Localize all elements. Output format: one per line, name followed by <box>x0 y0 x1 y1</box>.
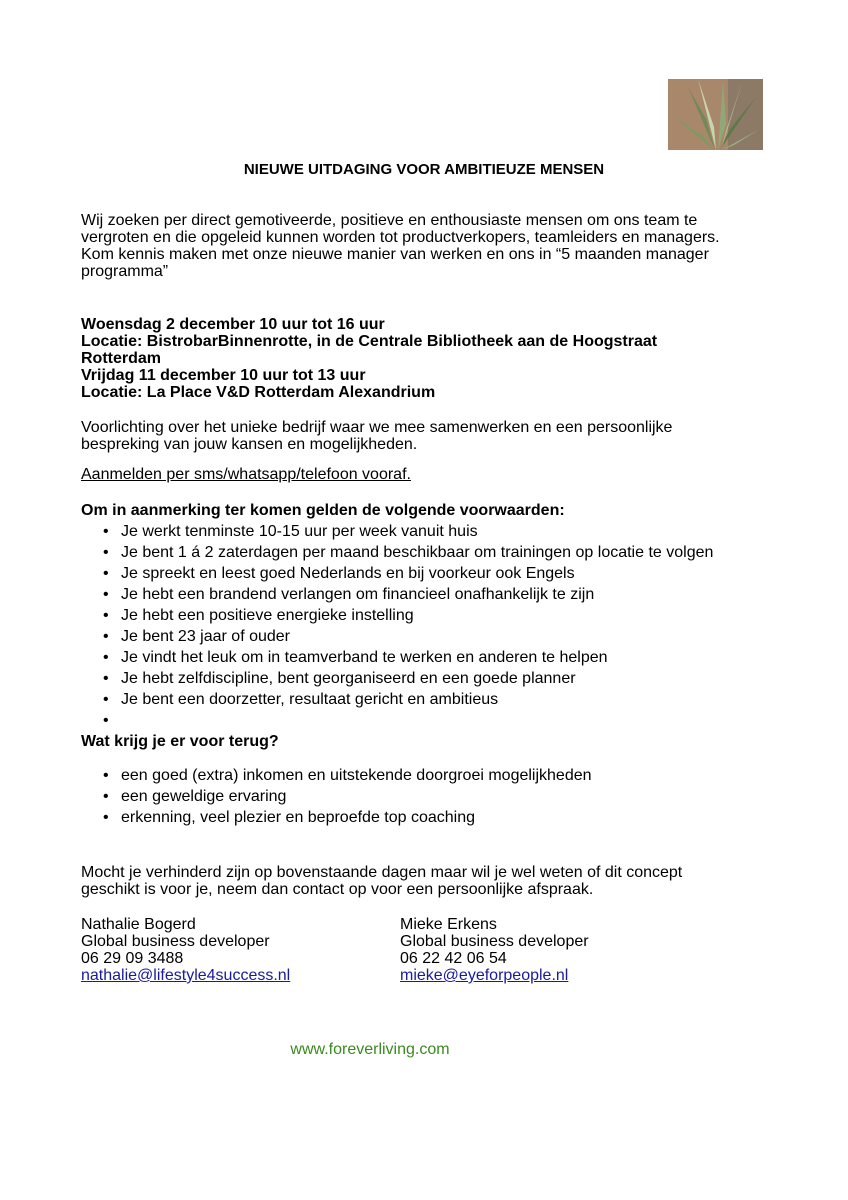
contact-email-link[interactable]: mieke@eyeforpeople.nl <box>400 967 569 984</box>
intro-line: programma” <box>81 263 169 280</box>
closing-line: Mocht je verhinderd zijn op bovenstaande dagen maar wil je wel weten of dit concept <box>81 864 683 881</box>
closing-line: geschikt is voor je, neem dan contact op voor een persoonlijke afspraak. <box>81 881 594 898</box>
signup-note: Aanmelden per sms/whatsapp/telefoon vooraf. <box>81 466 411 483</box>
contact-name: Mieke Erkens <box>400 916 497 933</box>
contact-phone: 06 22 42 06 54 <box>400 950 507 967</box>
info-paragraph <box>81 419 781 453</box>
event-line: Locatie: BistrobarBinnenrotte, in de Centrale Bibliotheek aan de Hoogstraat <box>81 333 658 350</box>
intro-line: Kom kennis maken met onze nieuwe manier van werken en ons in “5 maanden manager <box>81 246 709 263</box>
list-item <box>81 710 713 731</box>
intro-line: Wij zoeken per direct gemotiveerde, positieve en enthousiaste mensen om ons team te <box>81 212 698 229</box>
intro-paragraph <box>81 212 781 280</box>
list-item: • erkenning, veel plezier en beproefde top coaching <box>81 807 592 828</box>
contact-role: Global business developer <box>81 933 270 950</box>
list-item: • Je bent 1 á 2 zaterdagen per maand beschikbaar om trainingen op locatie te volgen <box>81 542 713 563</box>
event-line: Woensdag 2 december 10 uur tot 16 uur <box>81 316 385 333</box>
conditions-heading: Om in aanmerking ter komen gelden de volgende voorwaarden: <box>81 502 565 519</box>
info-line: bespreking van jouw kansen en mogelijkheden. <box>81 436 418 453</box>
list-item: • een geweldige ervaring <box>81 786 592 807</box>
contact-nathalie <box>81 916 290 984</box>
conditions-list <box>81 521 713 731</box>
event-line: Rotterdam <box>81 350 162 367</box>
closing-paragraph <box>81 864 781 898</box>
aloe-plant-photo <box>668 79 763 150</box>
list-item: • Je spreekt en leest goed Nederlands en bij voorkeur ook Engels <box>81 563 713 584</box>
list-item: • een goed (extra) inkomen en uitstekende doorgroei mogelijkheden <box>81 765 592 786</box>
website-link[interactable]: www.foreverliving.com <box>290 1041 450 1058</box>
list-item: • Je vindt het leuk om in teamverband te werken en anderen te helpen <box>81 647 713 668</box>
contact-name: Nathalie Bogerd <box>81 916 196 933</box>
list-item: • Je hebt een positieve energieke instelling <box>81 605 713 626</box>
list-item: • Je bent 23 jaar of ouder <box>81 626 713 647</box>
page-title: NIEUWE UITDAGING VOOR AMBITIEUZE MENSEN <box>243 161 605 178</box>
contact-role: Global business developer <box>400 933 589 950</box>
event-line: Locatie: La Place V&D Rotterdam Alexandrium <box>81 384 436 401</box>
list-item: • Je hebt zelfdiscipline, bent georganiseerd en een goede planner <box>81 668 713 689</box>
event-details <box>81 316 781 401</box>
rewards-list <box>81 765 592 828</box>
list-item: • Je werkt tenminste 10-15 uur per week vanuit huis <box>81 521 713 542</box>
contact-email-link[interactable]: nathalie@lifestyle4success.nl <box>81 967 291 984</box>
intro-line: vergroten en die opgeleid kunnen worden tot productverkopers, teamleiders en managers. <box>81 229 720 246</box>
event-line: Vrijdag 11 december 10 uur tot 13 uur <box>81 367 366 384</box>
contact-mieke <box>400 916 589 984</box>
rewards-heading: Wat krijg je er voor terug? <box>81 733 279 750</box>
list-item: • Je hebt een brandend verlangen om financieel onafhankelijk te zijn <box>81 584 713 605</box>
contact-phone: 06 29 09 3488 <box>81 950 184 967</box>
list-item: • Je bent een doorzetter, resultaat gericht en ambitieus <box>81 689 713 710</box>
info-line: Voorlichting over het unieke bedrijf waar we mee samenwerken en een persoonlijke <box>81 419 673 436</box>
